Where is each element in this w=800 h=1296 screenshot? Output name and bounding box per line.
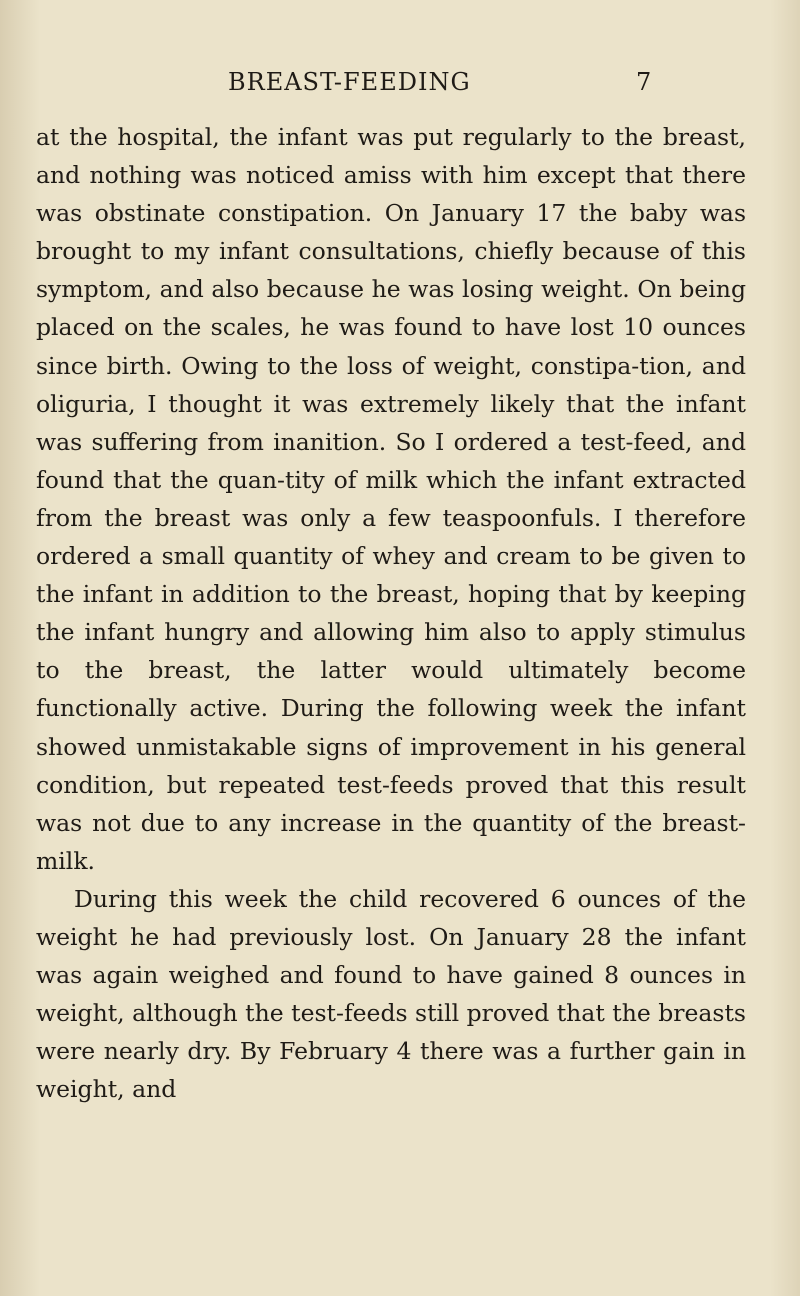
body-text — [36, 118, 746, 1108]
page-number: 7 — [636, 68, 652, 96]
paragraph-2 — [36, 880, 746, 1109]
page-header — [0, 62, 800, 102]
paragraph-1: at the hospital, the infant was put regularly to the breast, and nothing was noticed amiss with him except that there was obstinate constipation. On January 17 the baby was brought to my infant consultations, chiefly because of this symptom, and also because he was losing weight. On being placed on the scales, he was found to have lost 10 ounces since birth. Owing to the loss of weight, constipa-tion, and oliguria, I thought it was extremely likely that the infant was suffering from inanition. So I ordered a test-feed, and found that the quan-tity of milk which the infant extracted from the breast was only a few teaspoonfuls. I therefore ordered a small quantity of whey and cream to be given to the infant in addition to the breast, hoping that by keeping the infant hungry and allowing him also to apply stimulus to the breast, the latter would ultimately become functionally active. During the following week the infant showed unmistakable signs of improvement in his general condition, but repeated test-feeds proved that this result was not due to any increase in the quantity of the breast-milk. — [36, 123, 746, 875]
paragraph-2-text: During this week the child recovered 6 ounces of the weight he had previously lost. On January 28 the infant was again weighed and found to have gained 8 ounces in weight, although the test-feeds still proved that the breasts were nearly dry. By February 4 there was a further gain in weight, and — [36, 884, 746, 1104]
running-head: BREAST-FEEDING — [228, 68, 471, 96]
